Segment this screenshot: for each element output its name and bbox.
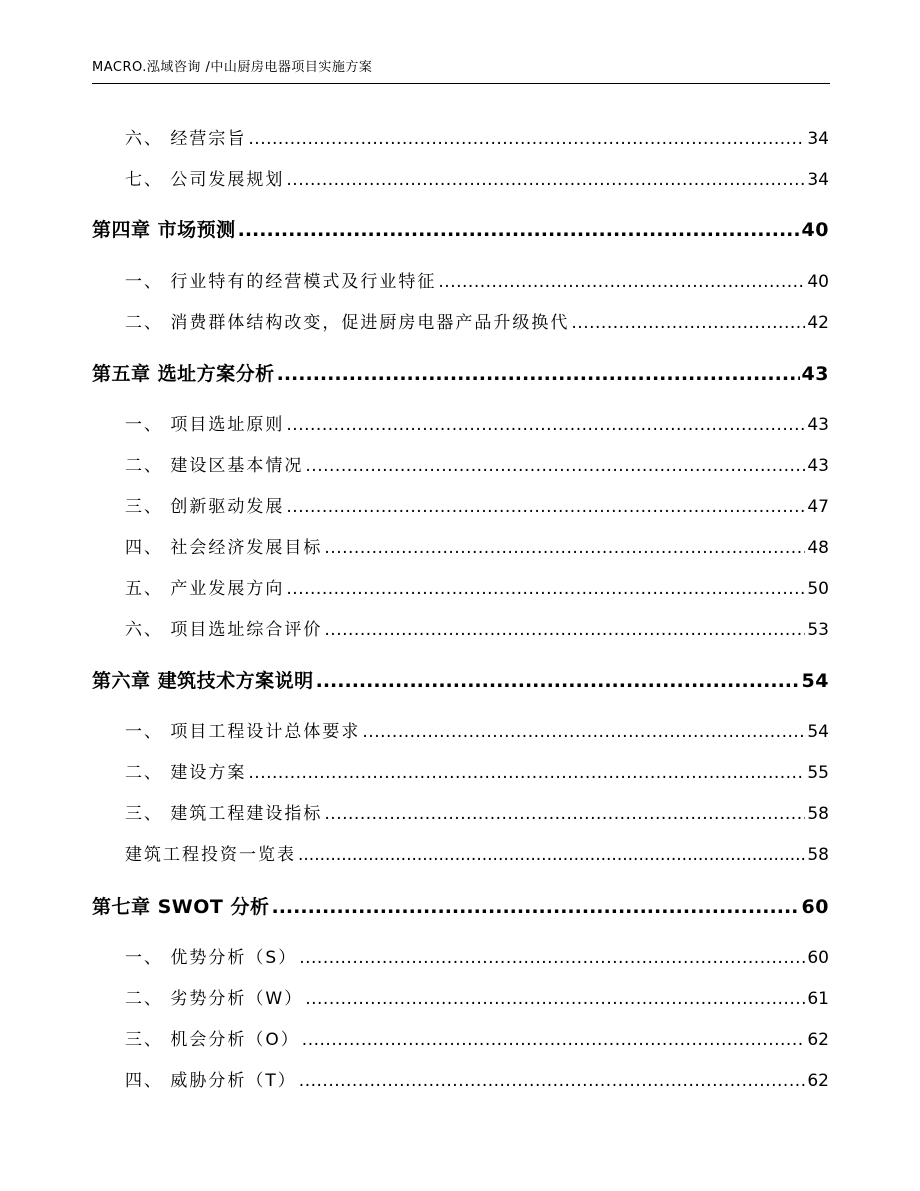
toc-dot-leader <box>362 722 805 742</box>
toc-page-number: 42 <box>807 313 829 333</box>
toc-page-number: 43 <box>801 363 829 385</box>
toc-entry-title: 二、 建设方案 <box>125 763 247 783</box>
toc-section-entry[interactable] <box>125 984 829 1009</box>
toc-entry-title: 第五章 选址方案分析 <box>92 363 275 385</box>
toc-entry-title: 一、 项目选址原则 <box>125 415 285 435</box>
header-rule <box>92 83 830 84</box>
toc-dot-leader <box>302 1030 806 1050</box>
toc-page-number: 50 <box>807 579 829 599</box>
toc-chapter-entry[interactable] <box>92 892 829 919</box>
toc-dot-leader <box>571 313 805 333</box>
toc-section-entry[interactable] <box>125 124 829 149</box>
toc-entry-title: 四、 威胁分析（T） <box>125 1071 297 1091</box>
toc-dot-leader <box>305 989 805 1009</box>
toc-dot-leader <box>286 497 805 517</box>
toc-dot-leader <box>299 948 805 968</box>
toc-dot-leader <box>238 219 800 241</box>
toc-section-entry[interactable] <box>125 615 829 640</box>
toc-dot-leader <box>324 804 805 824</box>
toc-page-number: 40 <box>801 219 829 241</box>
toc-page-number: 54 <box>801 670 829 692</box>
toc-dot-leader <box>438 272 805 292</box>
toc-dot-leader <box>324 538 805 558</box>
toc-page-number: 61 <box>807 989 829 1009</box>
toc-chapter-entry[interactable] <box>92 666 829 693</box>
toc-section-entry[interactable] <box>125 717 829 742</box>
toc-page-number: 58 <box>807 804 829 824</box>
toc-page-number: 43 <box>807 415 829 435</box>
toc-entry-title: 三、 创新驱动发展 <box>125 497 285 517</box>
toc-dot-leader <box>316 670 800 692</box>
toc-entry-title: 七、 公司发展规划 <box>125 170 285 190</box>
toc-page-number: 60 <box>807 948 829 968</box>
toc-entry-title: 建筑工程投资一览表 <box>125 845 296 865</box>
toc-section-entry[interactable] <box>125 451 829 476</box>
toc-page-number: 43 <box>807 456 829 476</box>
toc-page-number: 62 <box>807 1030 829 1050</box>
toc-section-entry[interactable] <box>125 840 829 865</box>
toc-entry-title: 第七章 SWOT 分析 <box>92 896 270 918</box>
toc-dot-leader <box>248 129 805 149</box>
toc-section-entry[interactable] <box>125 533 829 558</box>
toc-page-number: 48 <box>807 538 829 558</box>
toc-entry-title: 二、 消费群体结构改变，促进厨房电器产品升级换代 <box>125 313 570 333</box>
toc-entry-title: 四、 社会经济发展目标 <box>125 538 323 558</box>
toc-chapter-entry[interactable] <box>92 215 829 242</box>
toc-section-entry[interactable] <box>125 267 829 292</box>
toc-page-number: 53 <box>807 620 829 640</box>
toc-dot-leader <box>298 845 805 865</box>
toc-section-entry[interactable] <box>125 758 829 783</box>
toc-entry-title: 六、 经营宗旨 <box>125 129 247 149</box>
toc-section-entry[interactable] <box>125 943 829 968</box>
toc-section-entry[interactable] <box>125 308 829 333</box>
page-header: MACRO.泓域咨询 /中山厨房电器项目实施方案 <box>92 60 373 75</box>
toc-entry-title: 三、 建筑工程建设指标 <box>125 804 323 824</box>
toc-dot-leader <box>248 763 805 783</box>
toc-page-number: 40 <box>807 272 829 292</box>
toc-entry-title: 三、 机会分析（O） <box>125 1030 300 1050</box>
toc-section-entry[interactable] <box>125 492 829 517</box>
toc-page-number: 62 <box>807 1071 829 1091</box>
toc-page-number: 60 <box>801 896 829 918</box>
toc-section-entry[interactable] <box>125 799 829 824</box>
toc-dot-leader <box>324 620 805 640</box>
toc-entry-title: 一、 行业特有的经营模式及行业特征 <box>125 272 437 292</box>
toc-section-entry[interactable] <box>125 1066 829 1091</box>
toc-dot-leader <box>299 1071 806 1091</box>
toc-section-entry[interactable] <box>125 410 829 435</box>
toc-page-number: 34 <box>807 129 829 149</box>
toc-dot-leader <box>286 579 805 599</box>
toc-page-number: 47 <box>807 497 829 517</box>
toc-entry-title: 二、 劣势分析（W） <box>125 989 304 1009</box>
toc-entry-title: 第四章 市场预测 <box>92 219 236 241</box>
toc-entry-title: 六、 项目选址综合评价 <box>125 620 323 640</box>
toc-section-entry[interactable] <box>125 1025 829 1050</box>
toc-entry-title: 一、 项目工程设计总体要求 <box>125 722 361 742</box>
toc-dot-leader <box>286 170 805 190</box>
toc-dot-leader <box>305 456 805 476</box>
toc-entry-title: 第六章 建筑技术方案说明 <box>92 670 314 692</box>
toc-entry-title: 五、 产业发展方向 <box>125 579 285 599</box>
toc-entry-title: 一、 优势分析（S） <box>125 948 298 968</box>
toc-section-entry[interactable] <box>125 165 829 190</box>
toc-dot-leader <box>271 896 799 918</box>
toc-page-number: 55 <box>807 763 829 783</box>
toc-dot-leader <box>286 415 805 435</box>
toc-page-number: 54 <box>807 722 829 742</box>
toc-chapter-entry[interactable] <box>92 359 829 386</box>
toc-page-number: 58 <box>807 845 829 865</box>
toc-section-entry[interactable] <box>125 574 829 599</box>
toc-page-number: 34 <box>807 170 829 190</box>
toc-entry-title: 二、 建设区基本情况 <box>125 456 304 476</box>
toc-dot-leader <box>277 363 800 385</box>
